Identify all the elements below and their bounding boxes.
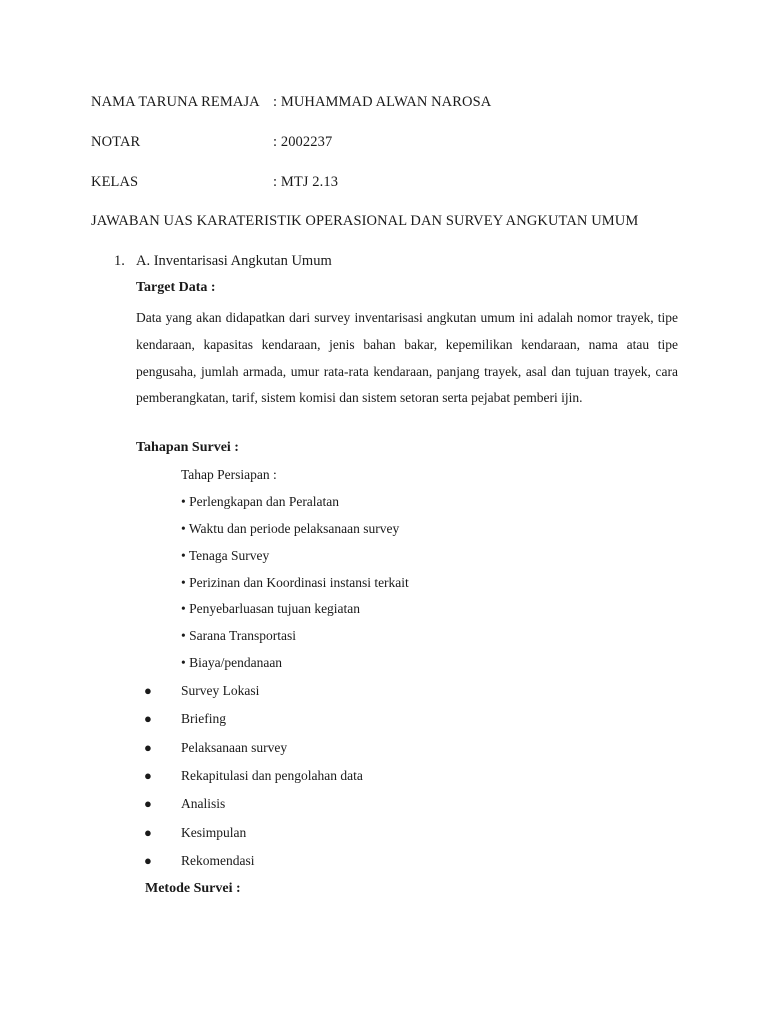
step-label: Rekapitulasi dan pengolahan data	[181, 768, 363, 783]
persiapan-title: Tahap Persiapan :	[181, 467, 277, 482]
persiapan-item: • Perizinan dan Koordinasi instansi terkait	[181, 575, 409, 590]
bullet-icon: ●	[144, 711, 152, 726]
persiapan-item: • Sarana Transportasi	[181, 628, 296, 643]
step-label: Survey Lokasi	[181, 683, 260, 698]
step-label: Pelaksanaan survey	[181, 740, 288, 755]
bullet-icon: ●	[144, 683, 152, 698]
name-row	[91, 93, 491, 111]
metode-survei-heading: Metode Survei :	[145, 881, 241, 896]
bullet-icon: ●	[144, 740, 152, 755]
bullet-icon: ●	[144, 796, 152, 811]
document-title: JAWABAN UAS KARATERISTIK OPERASIONAL DAN SURVEY ANGKUTAN UMUM	[91, 213, 639, 229]
kelas-label: KELAS	[91, 174, 139, 190]
persiapan-item: • Biaya/pendanaan	[181, 655, 283, 670]
target-data-paragraph: Data yang akan didapatkan dari survey inventarisasi angkutan umum ini adalah nomor trayek, tipe kendaraan, kapasitas kendaraan, jenis bahan bakar, kepemilikan kendaraan, nama atau tipe pengusaha, jumlah armada, umur rata-rata kendaraan, panjang trayek, asal dan tujuan trayek, cara pemberangkatan, tarif, sistem komisi dan sistem setoran serta pejabat pemberi ijin.	[136, 310, 678, 406]
question-title: A. Inventarisasi Angkutan Umum	[136, 253, 332, 269]
kelas-value: : MTJ 2.13	[273, 174, 339, 190]
notar-value: : 2002237	[273, 134, 333, 150]
kelas-row	[91, 173, 338, 191]
persiapan-item: • Waktu dan periode pelaksanaan survey	[181, 521, 400, 536]
bullet-icon: ●	[144, 825, 152, 840]
persiapan-item: • Perlengkapan dan Peralatan	[181, 494, 340, 509]
step-label: Analisis	[181, 796, 226, 811]
name-label: NAMA TARUNA REMAJA	[91, 94, 260, 110]
notar-label: NOTAR	[91, 134, 141, 150]
target-data-heading: Target Data :	[136, 280, 216, 295]
bullet-icon: ●	[144, 853, 152, 868]
step-label: Briefing	[181, 711, 226, 726]
step-label: Rekomendasi	[181, 853, 255, 868]
persiapan-item: • Penyebarluasan tujuan kegiatan	[181, 601, 361, 616]
name-value: : MUHAMMAD ALWAN NAROSA	[273, 94, 492, 110]
persiapan-item: • Tenaga Survey	[181, 548, 270, 563]
step-label: Kesimpulan	[181, 825, 247, 840]
tahapan-survei-heading: Tahapan Survei :	[136, 440, 239, 455]
notar-row	[91, 133, 332, 151]
question-number: 1.	[114, 253, 125, 269]
bullet-icon: ●	[144, 768, 152, 783]
